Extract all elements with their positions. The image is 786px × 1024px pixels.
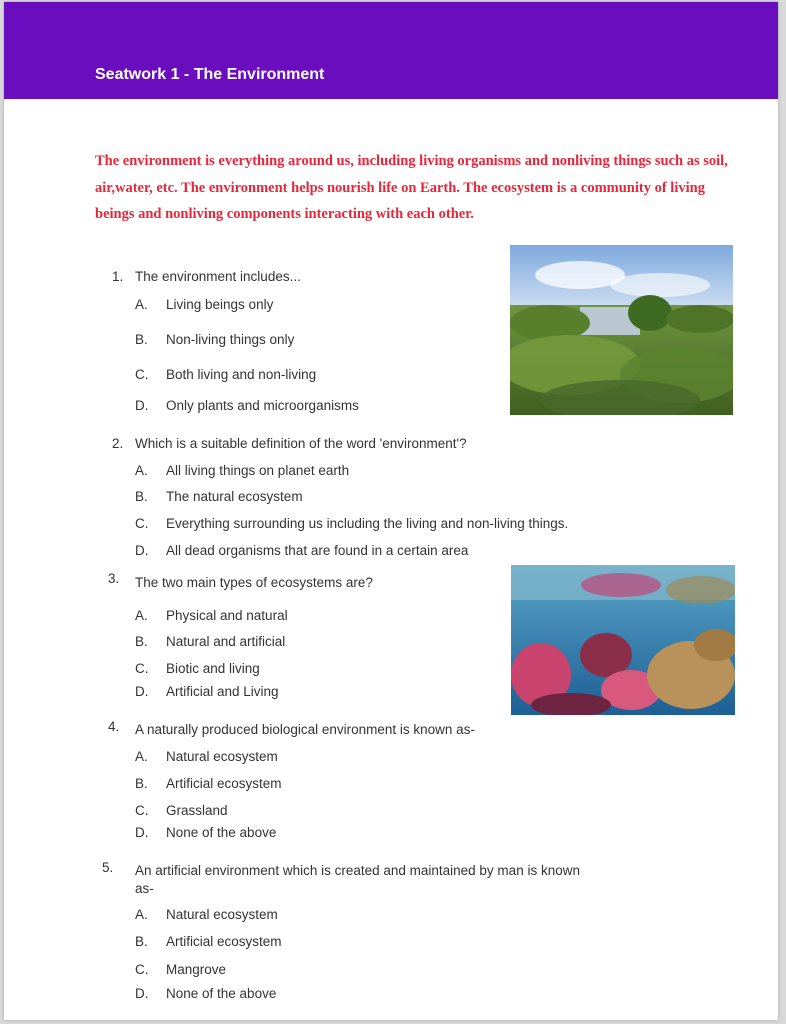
option-text: Artificial and Living bbox=[166, 684, 279, 699]
option-text: Mangrove bbox=[166, 962, 227, 977]
option-text: None of the above bbox=[166, 825, 277, 840]
option-letter: D. bbox=[135, 825, 149, 840]
question-text: An artificial environment which is created and maintained by man is known bbox=[135, 863, 580, 878]
option-letter: A. bbox=[135, 907, 148, 922]
option-text: None of the above bbox=[166, 986, 277, 1001]
option-letter: A. bbox=[135, 463, 148, 478]
option-letter: A. bbox=[135, 608, 148, 623]
page-title: Seatwork 1 - The Environment bbox=[95, 66, 325, 83]
option-letter: B. bbox=[135, 776, 148, 791]
option-text: Physical and natural bbox=[166, 608, 288, 623]
option-text: All living things on planet earth bbox=[166, 463, 350, 478]
option-text: Natural and artificial bbox=[166, 634, 286, 649]
question-number: 5. bbox=[102, 860, 114, 875]
option-letter: A. bbox=[135, 749, 148, 764]
option-text: Natural ecosystem bbox=[166, 749, 278, 764]
option-text: Living beings only bbox=[166, 297, 274, 312]
option-text: Artificial ecosystem bbox=[166, 934, 282, 949]
question-text: The two main types of ecosystems are? bbox=[135, 575, 373, 590]
option-letter: C. bbox=[135, 661, 149, 676]
option-letter: D. bbox=[135, 684, 149, 699]
option-letter: C. bbox=[135, 962, 149, 977]
option-letter: B. bbox=[135, 332, 148, 347]
option-letter: A. bbox=[135, 297, 148, 312]
option-text: Everything surrounding us including the living and non-living things. bbox=[166, 516, 569, 531]
option-letter: C. bbox=[135, 367, 149, 382]
question-number: 2. bbox=[112, 436, 124, 451]
option-letter: C. bbox=[135, 803, 149, 818]
question-number: 3. bbox=[108, 571, 120, 586]
question-text: Which is a suitable definition of the word 'environment'? bbox=[135, 436, 467, 451]
question-text: The environment includes... bbox=[135, 269, 301, 284]
option-letter: D. bbox=[135, 986, 149, 1001]
worksheet-page bbox=[4, 2, 778, 1020]
option-letter: B. bbox=[135, 934, 148, 949]
question-number: 1. bbox=[112, 269, 124, 284]
option-letter: B. bbox=[135, 489, 148, 504]
header-banner bbox=[4, 2, 778, 99]
option-text: All dead organisms that are found in a certain area bbox=[166, 543, 469, 558]
option-text: The natural ecosystem bbox=[166, 489, 303, 504]
option-text: Both living and non-living bbox=[166, 367, 317, 382]
option-text: Non-living things only bbox=[166, 332, 295, 347]
option-letter: C. bbox=[135, 516, 149, 531]
question-text: A naturally produced biological environment is known as- bbox=[135, 722, 475, 737]
question-text-continued: as- bbox=[135, 881, 154, 896]
option-text: Natural ecosystem bbox=[166, 907, 278, 922]
question-number: 4. bbox=[108, 719, 120, 734]
option-text: Only plants and microorganisms bbox=[166, 398, 359, 413]
intro-paragraph: The environment is everything around us, including living organisms and nonliving things such as soil, air,water, etc. The environment helps nourish life on Earth. The ecosystem is a community of living beings and nonliving components interacting with each other. bbox=[95, 153, 728, 222]
option-text: Biotic and living bbox=[166, 661, 260, 676]
coral-reef-photo bbox=[511, 565, 735, 715]
option-text: Artificial ecosystem bbox=[166, 776, 282, 791]
mangrove-photo bbox=[510, 245, 733, 415]
option-letter: D. bbox=[135, 543, 149, 558]
option-letter: D. bbox=[135, 398, 149, 413]
option-letter: B. bbox=[135, 634, 148, 649]
option-text: Grassland bbox=[166, 803, 228, 818]
